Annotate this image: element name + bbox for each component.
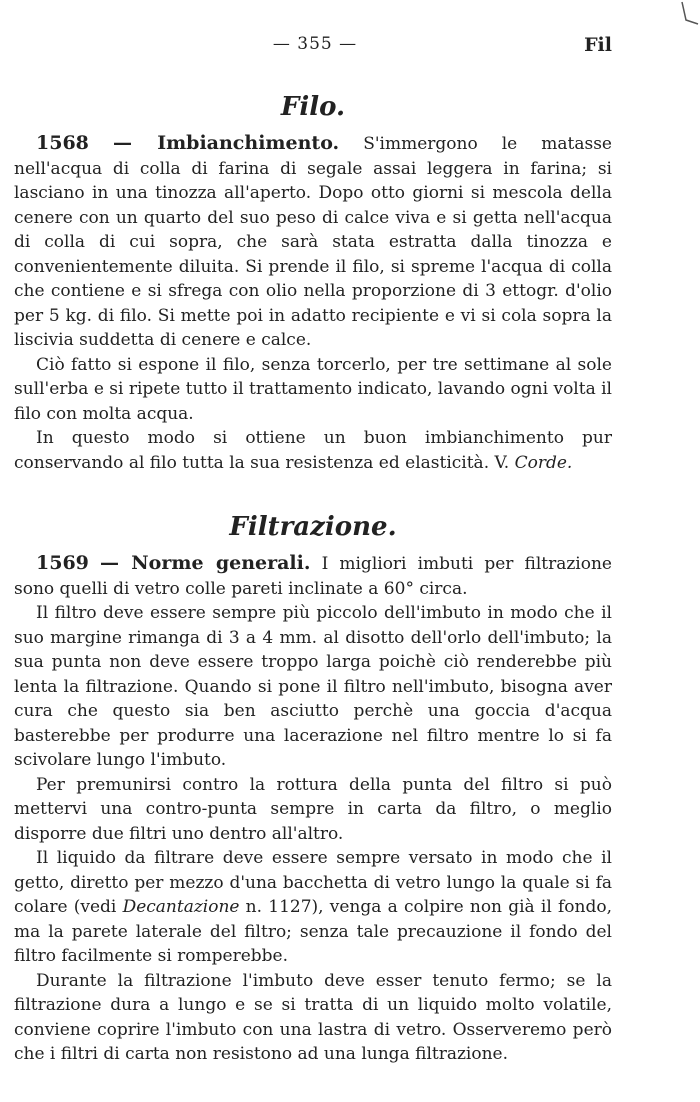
entry-title: — Imbianchimento. [112,132,340,154]
cross-reference: Decantazione [122,897,240,917]
paragraph-text: I migliori imbuti per filtrazione sono quelli di vetro colle pareti inclinate a 60° circa. [14,554,612,599]
paragraph: Per premunirsi contro la rottura della punta del filtro si può mettervi una contro-punta sempre in carta da filtro, o meglio disporre due filtri uno dentro all'altro. [14,774,612,844]
section-title: Filo. [280,92,346,122]
paragraph-text: n. 1127), venga a colpire non già il fondo, ma la parete laterale del filtro; senza tale precauzione il fondo del filtro facilmente si romperebbe. [14,897,612,966]
paragraph: Il filtro deve essere sempre più piccolo dell'imbuto in modo che il suo margine rimanga di 3 a 4 mm. al disotto dell'orlo dell'imbuto; la sua punta non deve essere troppo larga poichè ciò renderebbe più lenta la filtrazione. Quando si pone il filtro nell'imbuto, bisogna aver cura che questo sia ben asciutto perchè una goccia d'acqua basterebbe per produrre una lacerazione nel filtro mentre lo si fa scivolare lungo l'imbuto. [14,603,612,770]
entry-number: 1569 [36,552,89,574]
paragraph-text: Il liquido da filtrare deve essere sempre versato in modo che il getto, diretto per mezzo d'una bacchetta di vetro lungo la quale si fa colare (vedi [14,848,612,917]
cross-reference: Corde. [514,452,573,473]
entry-title: — Norme generali. [99,552,311,574]
page-number: — 355 — [272,34,358,54]
corner-mark-icon [670,0,700,30]
paragraph [14,846,612,969]
section-filo [14,92,612,475]
paragraph [14,426,612,475]
paragraph [14,551,612,601]
paragraph-text: S'immergono le matasse nell'acqua di colla di farina di segale assai leggera in farina; si lasciano in una tinozza all'aperto. Dopo otto giorni si mescola della cenere con un quarto del suo peso di calce viva e si getta nell'acqua di colla di cui sopra, che sarà stata estratta dalla tinozza e convenientemente diluita. Si prende il filo, si spreme l'acqua di colla che contiene e si sfrega con olio nella proporzione di 3 ettogr. d'olio per 5 kg. di filo. Si mette poi in adatto recipiente e vi si cola sopra la liscivia suddetta di cenere e calce. [14,134,612,350]
section-title: Filtrazione. [229,512,397,542]
running-head: Fil [584,34,612,56]
section-filtrazione [14,512,612,1067]
entry-number: 1568 [36,132,89,154]
paragraph [14,131,612,353]
paragraph: Durante la filtrazione l'imbuto deve esser tenuto fermo; se la filtrazione dura a lungo e se si tratta di un liquido molto volatile, conviene coprire l'imbuto con una lastra di vetro. Osserveremo però che i filtri di carta non resistono ad una lunga filtrazione. [14,970,612,1064]
page-header [18,34,612,58]
paragraph-text: In questo modo si ottiene un buon imbianchimento pur conservando al filo tutta la sua resistenza ed elasticità. V. [14,428,612,473]
paragraph: Ciò fatto si espone il filo, senza torcerlo, per tre settimane al sole sull'erba e si ripete tutto il trattamento indicato, lavando ogni volta il filo con molta acqua. [14,354,612,424]
